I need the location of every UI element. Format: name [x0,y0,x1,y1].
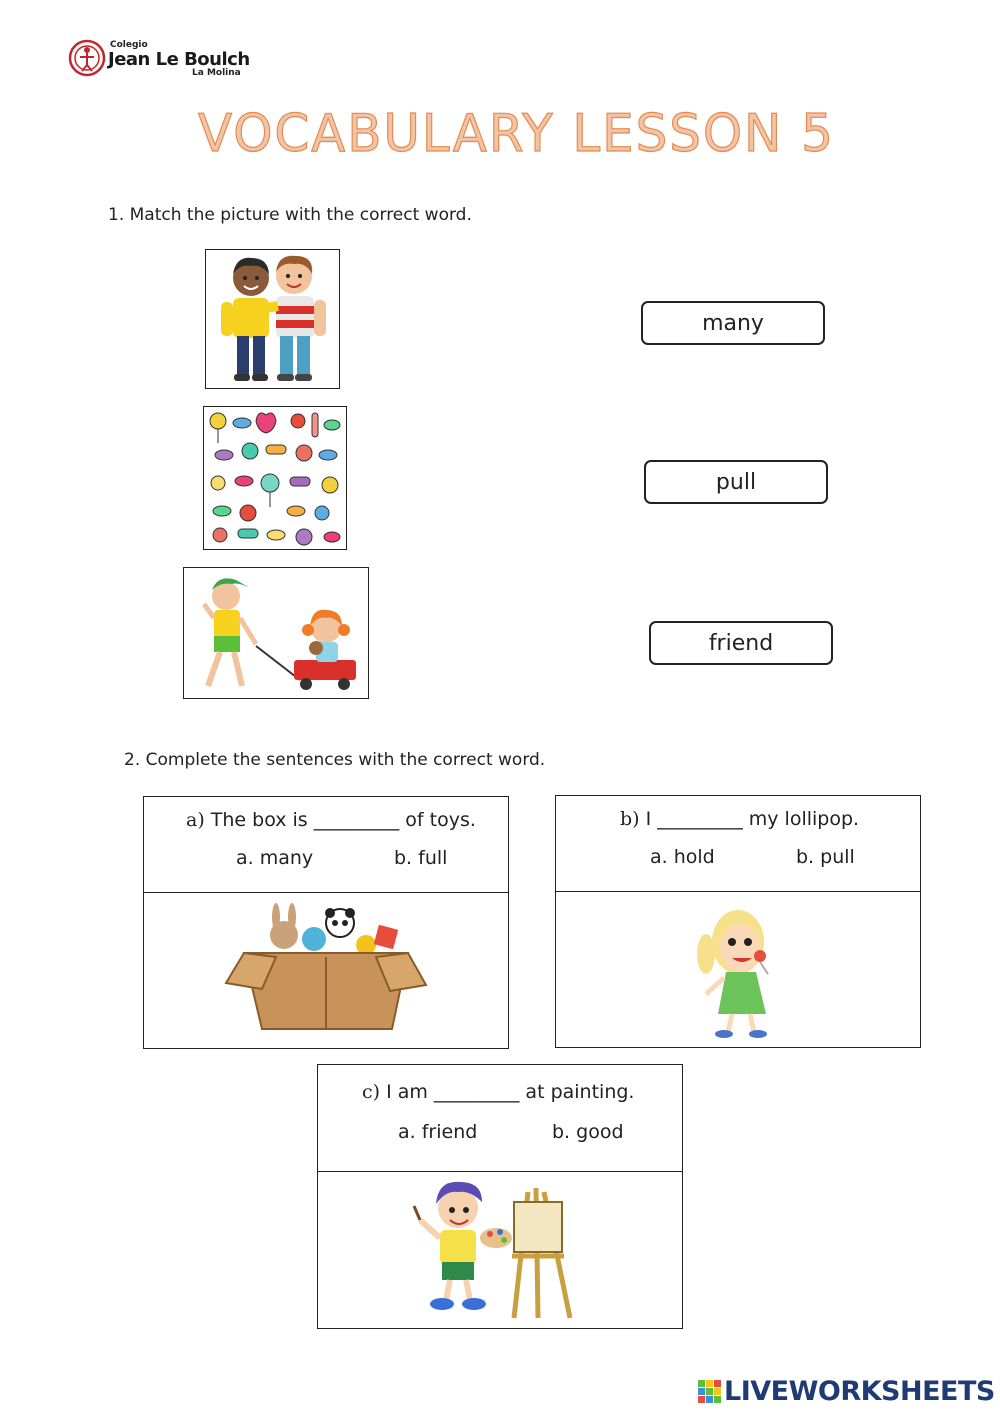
sentence-card-b-text [556,796,920,892]
word-box-friend[interactable]: friend [649,621,833,665]
sentence-c-letter: c) [362,1081,381,1103]
sentence-c [362,1081,634,1103]
toy-box-icon [144,893,508,1048]
option-a-friend[interactable]: a. friend [398,1121,478,1143]
picture-friends[interactable] [205,249,340,389]
girl-with-lollipop-icon [556,892,920,1047]
logo-location: La Molina [192,68,241,78]
sentence-card-b [555,795,921,1048]
sentence-card-b-image [556,892,920,1047]
boy-painting-icon [318,1172,682,1328]
word-box-pull[interactable]: pull [644,460,828,504]
sentence-card-c-text [318,1065,682,1172]
option-b-good[interactable]: b. good [552,1121,624,1143]
sentence-card-c-image [318,1172,682,1328]
sentence-b-letter: b) [620,808,640,830]
sentence-c-text: I am _________ at painting. [386,1081,635,1103]
sentence-card-a-text [144,797,508,893]
school-emblem-icon [68,39,106,77]
option-a-many[interactable]: a. many [236,847,314,869]
picture-pulling-wagon[interactable] [183,567,369,699]
liveworksheets-wordmark: LIVEWORKSHEETS [724,1376,995,1407]
word-box-many[interactable]: many [641,301,825,345]
instruction-match: 1. Match the picture with the correct word. [108,205,472,225]
logo-school-name: Jean Le Boulch [108,49,250,70]
school-logo [68,38,258,82]
sentence-card-a-image [144,893,508,1048]
child-pulling-wagon-icon [184,568,368,698]
logo-line-1: Colegio [110,40,148,50]
sentence-b [620,808,859,830]
two-friends-icon [206,250,339,388]
liveworksheets-logo-icon [698,1380,722,1404]
sentence-b-text: I _________ my lollipop. [645,808,860,830]
liveworksheets-brand [698,1376,994,1408]
sentence-a-text: The box is _________ of toys. [210,809,476,831]
option-a-hold[interactable]: a. hold [650,846,715,868]
instruction-complete: 2. Complete the sentences with the correct word. [124,750,546,770]
option-b-pull[interactable]: b. pull [796,846,855,868]
worksheet-title: VOCABULARY LESSON 5 [198,104,835,164]
picture-candies[interactable] [203,406,347,550]
sentence-a-letter: a) [186,809,205,831]
candies-icon [204,407,346,549]
sentence-a [186,809,476,831]
sentence-card-a [143,796,509,1049]
option-b-full[interactable]: b. full [394,847,448,869]
sentence-card-c [317,1064,683,1329]
